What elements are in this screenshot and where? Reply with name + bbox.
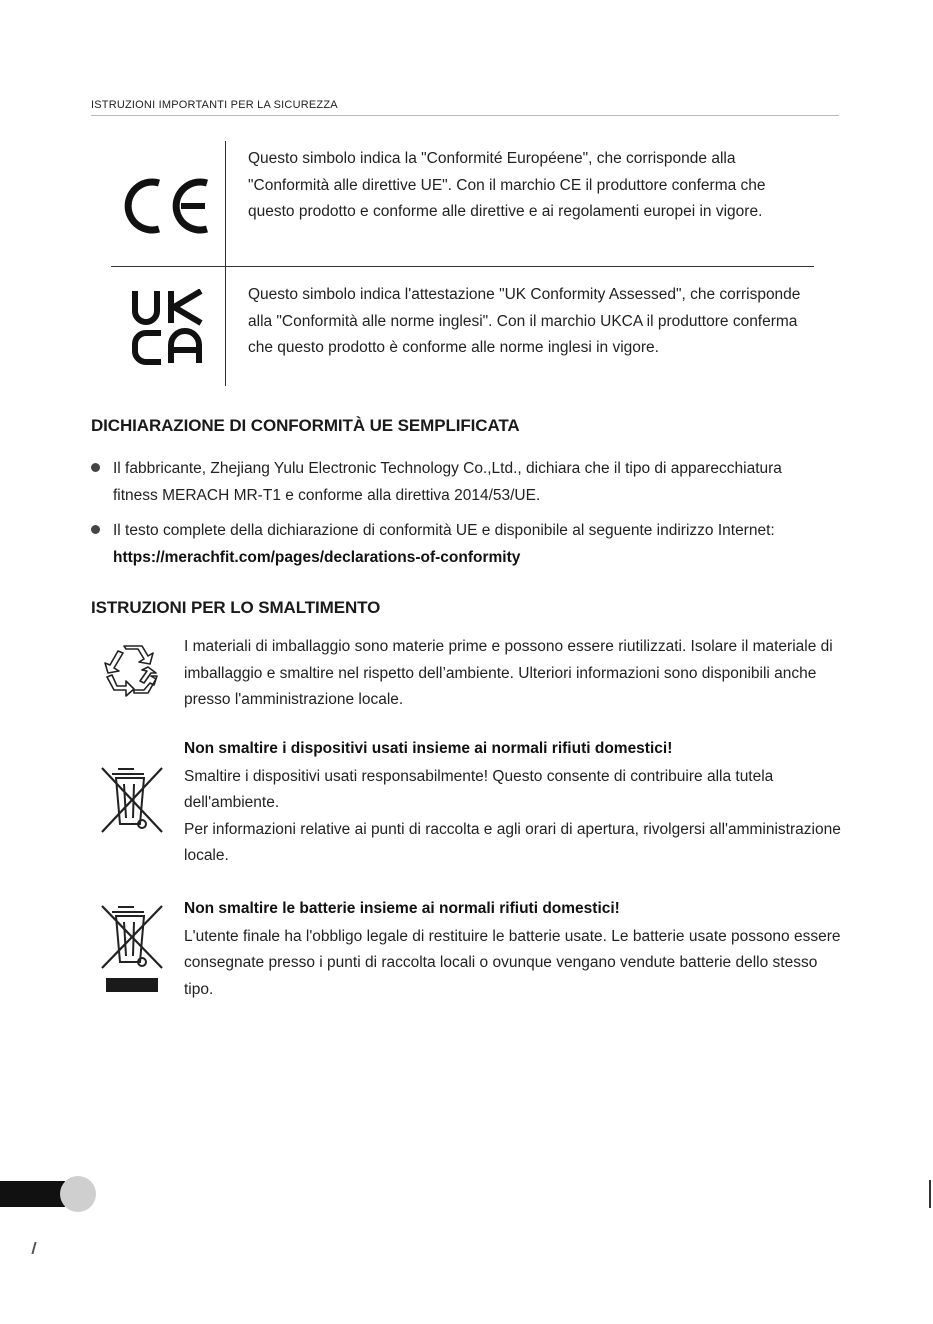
crossed-bin-icon: [100, 766, 164, 839]
packaging-text: I materiali di imballaggio sono materie prime e possono essere riutilizzati. Isolare il materiale di imballaggio e smaltire nel rispetto dell’ambiente. Ulteriori informazioni sono disponibili anche presso l'amministrazione locale.: [184, 638, 833, 708]
list-item: [91, 456, 791, 509]
declaration-bullet-2: [113, 518, 791, 571]
ukca-symbol-row: [111, 267, 814, 386]
page-tab: [0, 1181, 65, 1207]
declaration-title: DICHIARAZIONE DI CONFORMITÀ UE SEMPLIFICATA: [91, 416, 520, 435]
declaration-bullet-1: Il fabbricante, Zhejiang Yulu Electronic Technology Co.,Ltd., dichiara che il tipo di apparecchiatura fitness MERACH MR-T1 e conforme alla direttiva 2014/53/UE.: [113, 460, 782, 504]
batteries-block: [184, 896, 844, 1003]
ce-description: Questo simbolo indica la "Conformité Européene", che corrisponde alla "Conformità alle direttive UE". Con il marchio CE il produttore conferma che questo prodotto e conforme alle direttive e ai regolamenti europei in vigore.: [248, 150, 766, 220]
batteries-heading: Non smaltire le batterie insieme ai normali rifiuti domestici!: [184, 900, 620, 917]
ce-mark-icon: [121, 175, 213, 242]
bullet-icon: [91, 525, 100, 534]
ukca-mark-icon: [131, 289, 205, 370]
disposal-title: ISTRUZIONI PER LO SMALTIMENTO: [91, 598, 381, 617]
devices-heading: Non smaltire i dispositivi usati insieme ai normali rifiuti domestici!: [184, 740, 673, 757]
page-header: [91, 95, 839, 116]
recycle-icon: [104, 643, 160, 704]
edge-mark: [929, 1180, 931, 1208]
declaration-bullet-2-text: Il testo complete della dichiarazione di conformità UE e disponibile al seguente indirizzo Internet:: [113, 522, 775, 539]
conformity-link[interactable]: https://merachfit.com/pages/declarations-of-conformity: [113, 548, 521, 566]
crossed-bin-bar-icon: [100, 904, 164, 999]
page-number-circle: [60, 1176, 96, 1212]
header-title: ISTRUZIONI IMPORTANTI PER LA SICUREZZA: [91, 99, 338, 111]
list-item: [91, 518, 791, 571]
ukca-description: Questo simbolo indica l'attestazione "UK Conformity Assessed", che corrisponde alla "Conformità alle norme inglesi". Con il marchio UKCA il produttore conferma che questo prodotto è conforme alle norme inglesi in vigore.: [248, 286, 801, 356]
devices-line-2: Per informazioni relative ai punti di raccolta e agli orari di apertura, rivolgersi all'amministrazione locale.: [184, 820, 841, 864]
devices-line-1: Smaltire i dispositivi usati responsabilmente! Questo consente di contribuire alla tutela dell'ambiente.: [184, 767, 774, 811]
batteries-text: L'utente finale ha l'obbligo legale di restituire le batterie usate. Le batterie usate possono essere consegnate presso i punti di raccolta locali o ovunque vengano vendute batterie dello stesso tipo.: [184, 927, 841, 998]
bullet-icon: [91, 463, 100, 472]
crop-mark: [31, 1242, 36, 1254]
devices-block: [184, 736, 844, 870]
ce-symbol-row: [111, 141, 814, 267]
